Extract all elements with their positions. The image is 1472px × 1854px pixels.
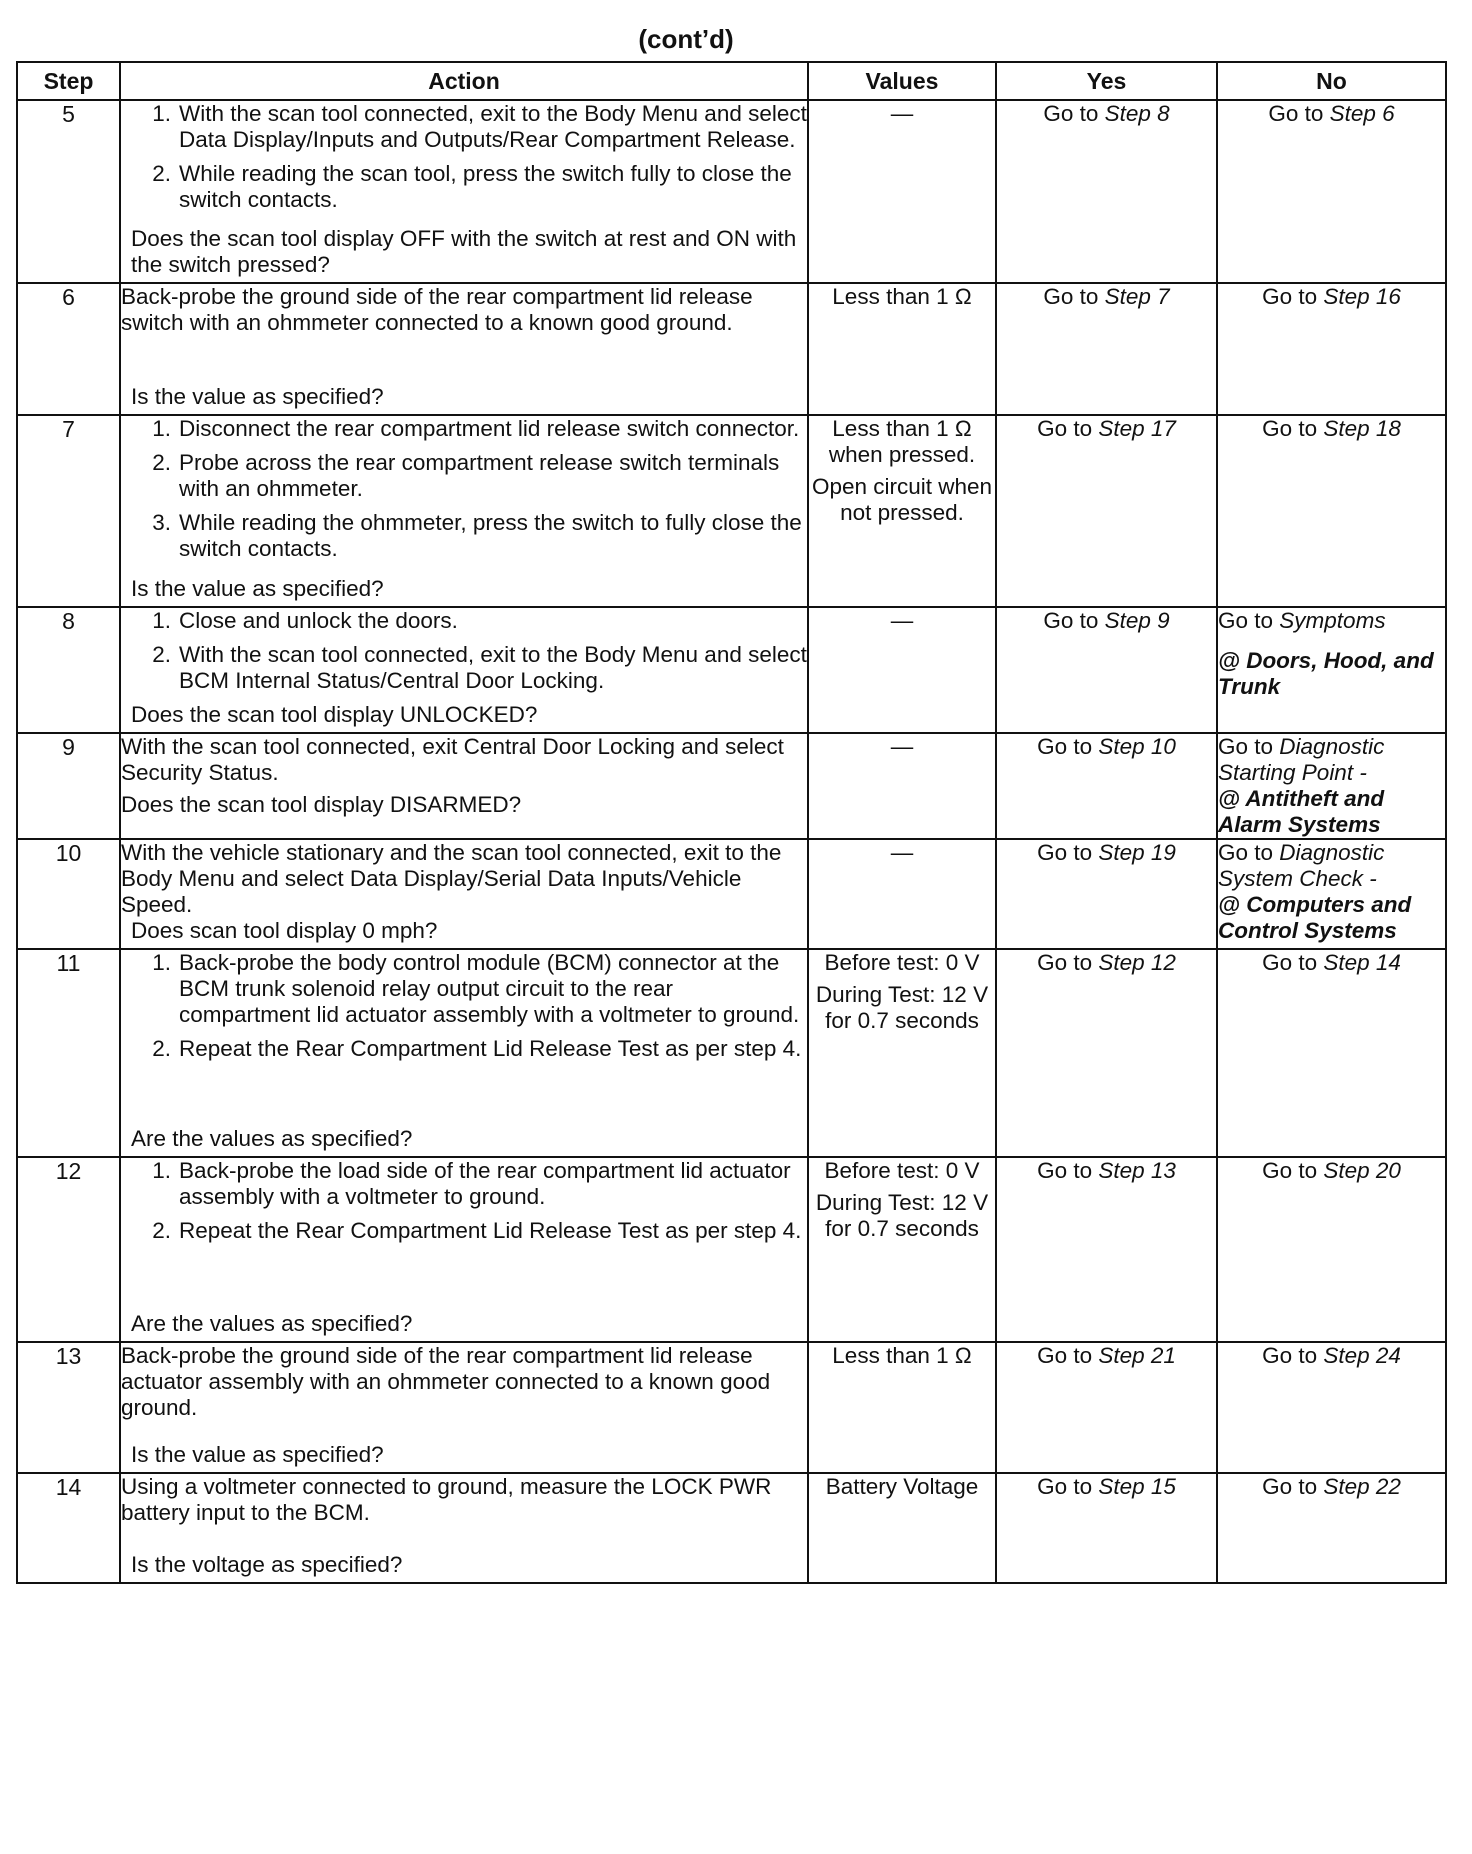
action-step-number: 2. <box>152 450 171 475</box>
action-step-text: Probe across the rear compartment release switch terminals with an ohmmeter. <box>179 450 780 501</box>
yes-prefix: Go to <box>1043 101 1105 126</box>
action-step-item <box>121 510 807 562</box>
action-step-text: While reading the ohmmeter, press the switch to fully close the switch contacts. <box>179 510 802 561</box>
header-row <box>17 62 1446 100</box>
yes-prefix: Go to <box>1037 1158 1099 1183</box>
action-step-item <box>121 416 807 442</box>
step-number: 12 <box>17 1157 120 1342</box>
no-target: Step 18 <box>1323 416 1401 441</box>
yes-cell <box>996 607 1217 733</box>
action-step-text: Back-probe the body control module (BCM) connector at the BCM trunk solenoid relay output circuit to the rear compartment lid actuator assembly with a voltmeter to ground. <box>179 950 800 1027</box>
action-body <box>121 950 807 1100</box>
action-body <box>121 1474 807 1556</box>
action-text: With the scan tool connected, exit Central Door Locking and select Security Status. <box>121 734 784 785</box>
table-row <box>17 607 1446 733</box>
no-prefix: Go to <box>1262 284 1324 309</box>
yes-target: Step 7 <box>1104 284 1170 309</box>
action-body <box>121 416 807 600</box>
no-link[interactable] <box>1262 950 1401 975</box>
action-body <box>121 1158 807 1282</box>
action-question: Is the value as specified? <box>131 1442 384 1467</box>
action-cell <box>120 733 808 839</box>
no-link[interactable] <box>1262 1474 1401 1499</box>
action-step-number: 2. <box>152 1036 171 1061</box>
page-title: (cont’d) <box>638 24 734 54</box>
action-cell <box>120 1157 808 1342</box>
yes-cell <box>996 733 1217 839</box>
table-row <box>17 733 1446 839</box>
action-text: Back-probe the ground side of the rear compartment lid release switch with an ohmmeter connected to a known good ground. <box>121 284 753 335</box>
no-link[interactable] <box>1218 608 1386 633</box>
action-body <box>121 1343 807 1451</box>
no-target: Symptoms <box>1279 608 1386 633</box>
yes-prefix: Go to <box>1037 734 1099 759</box>
no-prefix: Go to <box>1262 950 1324 975</box>
action-step-text: Repeat the Rear Compartment Lid Release Test as per step 4. <box>179 1218 802 1243</box>
no-cell <box>1217 607 1446 733</box>
no-prefix: Go to <box>1262 1158 1324 1183</box>
action-question: Are the values as specified? <box>131 1126 413 1151</box>
no-link[interactable] <box>1218 840 1384 891</box>
table-row <box>17 100 1446 283</box>
no-link[interactable] <box>1262 284 1401 309</box>
action-question: Does the scan tool display DISARMED? <box>121 792 522 817</box>
yes-prefix: Go to <box>1037 1343 1099 1368</box>
yes-link[interactable] <box>1043 284 1169 309</box>
value-text: Less than 1 Ω when pressed. <box>828 416 976 467</box>
yes-target: Step 17 <box>1098 416 1176 441</box>
no-link[interactable] <box>1262 1158 1401 1183</box>
no-reference: @ Computers and Control Systems <box>1218 892 1412 943</box>
values-cell <box>808 1473 996 1583</box>
yes-link[interactable] <box>1037 1158 1176 1183</box>
action-question: Is the value as specified? <box>131 384 384 409</box>
no-target: Step 22 <box>1323 1474 1401 1499</box>
action-cell <box>120 283 808 415</box>
yes-link[interactable] <box>1037 840 1176 865</box>
value-text: Open circuit when not pressed. <box>811 474 993 525</box>
action-step-item <box>121 450 807 502</box>
yes-target: Step 8 <box>1104 101 1170 126</box>
action-cell <box>120 607 808 733</box>
step-number: 7 <box>17 415 120 607</box>
header-action: Action <box>120 62 808 100</box>
step-number: 11 <box>17 949 120 1157</box>
yes-cell <box>996 949 1217 1157</box>
no-cell <box>1217 1342 1446 1473</box>
action-step-number: 2. <box>152 1218 171 1243</box>
no-prefix: Go to <box>1262 1343 1324 1368</box>
no-prefix: Go to <box>1218 608 1280 633</box>
action-step-item <box>121 608 807 634</box>
diagnostic-table <box>16 61 1447 1584</box>
action-step-number: 1. <box>152 1158 171 1183</box>
action-question: Does the scan tool display UNLOCKED? <box>131 702 538 727</box>
action-step-item <box>121 101 807 153</box>
no-target: Diagnostic Starting Point - <box>1218 734 1385 785</box>
value-text: Before test: 0 V <box>824 950 980 975</box>
yes-link[interactable] <box>1037 950 1176 975</box>
no-reference: @ Antitheft and Alarm Systems <box>1218 786 1385 837</box>
values-cell <box>808 733 996 839</box>
action-question: Are the values as specified? <box>131 1311 413 1336</box>
action-step-text: Back-probe the load side of the rear compartment lid actuator assembly with a voltmeter to ground. <box>179 1158 791 1209</box>
step-number: 14 <box>17 1473 120 1583</box>
no-cell <box>1217 1157 1446 1342</box>
no-cell <box>1217 100 1446 283</box>
yes-target: Step 10 <box>1098 734 1176 759</box>
no-target: Step 14 <box>1323 950 1401 975</box>
yes-link[interactable] <box>1043 608 1169 633</box>
yes-cell <box>996 415 1217 607</box>
step-number: 5 <box>17 100 120 283</box>
values-cell <box>808 1157 996 1342</box>
yes-link[interactable] <box>1043 101 1169 126</box>
value-text: — <box>890 840 914 865</box>
table-row <box>17 839 1446 949</box>
no-prefix: Go to <box>1262 1474 1324 1499</box>
yes-cell <box>996 1157 1217 1342</box>
action-question: Does the scan tool display OFF with the switch at rest and ON with the switch pressed? <box>131 226 797 277</box>
no-link[interactable] <box>1218 734 1384 785</box>
step-number: 10 <box>17 839 120 949</box>
table-row <box>17 1157 1446 1342</box>
values-cell <box>808 607 996 733</box>
yes-link[interactable] <box>1037 734 1176 759</box>
action-step-text: Close and unlock the doors. <box>179 608 458 633</box>
no-cell <box>1217 1473 1446 1583</box>
action-step-number: 1. <box>152 608 171 633</box>
yes-prefix: Go to <box>1037 1474 1099 1499</box>
yes-cell <box>996 100 1217 283</box>
action-step-item <box>121 950 807 1028</box>
no-target: Step 6 <box>1329 101 1395 126</box>
no-target: Step 24 <box>1323 1343 1401 1368</box>
no-prefix: Go to <box>1262 416 1324 441</box>
action-step-text: Repeat the Rear Compartment Lid Release Test as per step 4. <box>179 1036 802 1061</box>
yes-cell <box>996 1342 1217 1473</box>
yes-target: Step 12 <box>1098 950 1176 975</box>
action-step-item <box>121 161 807 213</box>
yes-cell <box>996 1473 1217 1583</box>
action-cell <box>120 1473 808 1583</box>
values-cell <box>808 839 996 949</box>
yes-target: Step 15 <box>1098 1474 1176 1499</box>
table-row <box>17 1473 1446 1583</box>
yes-target: Step 9 <box>1104 608 1170 633</box>
action-text: Using a voltmeter connected to ground, measure the LOCK PWR battery input to the BCM. <box>121 1474 772 1525</box>
action-question: Is the voltage as specified? <box>131 1552 403 1577</box>
table-row <box>17 415 1446 607</box>
yes-cell <box>996 283 1217 415</box>
no-link[interactable] <box>1262 1343 1401 1368</box>
value-text: Less than 1 Ω <box>832 1343 972 1368</box>
no-link[interactable] <box>1262 416 1401 441</box>
action-step-item <box>121 1036 807 1062</box>
action-step-text: While reading the scan tool, press the switch fully to close the switch contacts. <box>179 161 792 212</box>
table-row <box>17 1342 1446 1473</box>
yes-cell <box>996 839 1217 949</box>
action-step-number: 1. <box>152 416 171 441</box>
no-prefix: Go to <box>1218 734 1280 759</box>
yes-prefix: Go to <box>1037 950 1099 975</box>
header-yes: Yes <box>996 62 1217 100</box>
action-step-number: 2. <box>152 161 171 186</box>
no-reference: @ Doors, Hood, and Trunk <box>1218 648 1434 699</box>
action-step-item <box>121 1158 807 1210</box>
no-cell <box>1217 949 1446 1157</box>
action-text: With the vehicle stationary and the scan tool connected, exit to the Body Menu and select Data Display/Serial Data Inputs/Vehicle Speed. <box>121 840 782 917</box>
header-step: Step <box>17 62 120 100</box>
action-step-text: With the scan tool connected, exit to the Body Menu and select Data Display/Inputs and Outputs/Rear Compartment Release. <box>179 101 807 152</box>
step-number: 13 <box>17 1342 120 1473</box>
no-cell <box>1217 839 1446 949</box>
action-cell <box>120 100 808 283</box>
yes-prefix: Go to <box>1043 284 1105 309</box>
value-text: — <box>890 734 914 759</box>
action-step-number: 1. <box>152 101 171 126</box>
no-cell <box>1217 283 1446 415</box>
step-number: 8 <box>17 607 120 733</box>
no-prefix: Go to <box>1218 840 1280 865</box>
no-cell <box>1217 733 1446 839</box>
value-text: Less than 1 Ω <box>832 284 972 309</box>
action-cell <box>120 1342 808 1473</box>
action-step-item <box>121 642 807 694</box>
no-target: Step 16 <box>1323 284 1401 309</box>
header-no: No <box>1217 62 1446 100</box>
yes-prefix: Go to <box>1037 840 1099 865</box>
action-text: Back-probe the ground side of the rear compartment lid release actuator assembly with an ohmmeter connected to a known good ground. <box>121 1343 771 1420</box>
values-cell <box>808 283 996 415</box>
values-cell <box>808 949 996 1157</box>
no-cell <box>1217 415 1446 607</box>
step-number: 6 <box>17 283 120 415</box>
no-target: Diagnostic System Check - <box>1218 840 1385 891</box>
table-row <box>17 949 1446 1157</box>
step-number: 9 <box>17 733 120 839</box>
yes-target: Step 19 <box>1098 840 1176 865</box>
yes-link[interactable] <box>1037 1343 1176 1368</box>
no-prefix: Go to <box>1268 101 1330 126</box>
value-text: During Test: 12 V for 0.7 seconds <box>815 982 989 1033</box>
values-cell <box>808 1342 996 1473</box>
action-step-item <box>121 1218 807 1244</box>
action-step-text: With the scan tool connected, exit to the Body Menu and select BCM Internal Status/Central Door Locking. <box>179 642 807 693</box>
header-values: Values <box>808 62 996 100</box>
action-question: Is the value as specified? <box>131 576 384 601</box>
value-text: — <box>890 608 914 633</box>
yes-target: Step 21 <box>1098 1343 1176 1368</box>
action-cell <box>120 949 808 1157</box>
yes-prefix: Go to <box>1043 608 1105 633</box>
action-step-text: Disconnect the rear compartment lid release switch connector. <box>179 416 800 441</box>
yes-link[interactable] <box>1037 416 1176 441</box>
action-cell <box>120 839 808 949</box>
no-link[interactable] <box>1268 101 1394 126</box>
no-target: Step 20 <box>1323 1158 1401 1183</box>
action-question: Does scan tool display 0 mph? <box>131 918 438 943</box>
table-row <box>17 283 1446 415</box>
value-text: During Test: 12 V for 0.7 seconds <box>815 1190 989 1241</box>
value-text: Battery Voltage <box>825 1474 979 1499</box>
value-text: — <box>890 101 914 126</box>
action-step-number: 3. <box>152 510 171 535</box>
action-cell <box>120 415 808 607</box>
action-body <box>121 734 807 818</box>
action-step-number: 2. <box>152 642 171 667</box>
action-step-number: 1. <box>152 950 171 975</box>
action-body <box>121 284 807 366</box>
values-cell <box>808 415 996 607</box>
values-cell <box>808 100 996 283</box>
value-text: Before test: 0 V <box>824 1158 980 1183</box>
yes-prefix: Go to <box>1037 416 1099 441</box>
yes-target: Step 13 <box>1098 1158 1176 1183</box>
yes-link[interactable] <box>1037 1474 1176 1499</box>
